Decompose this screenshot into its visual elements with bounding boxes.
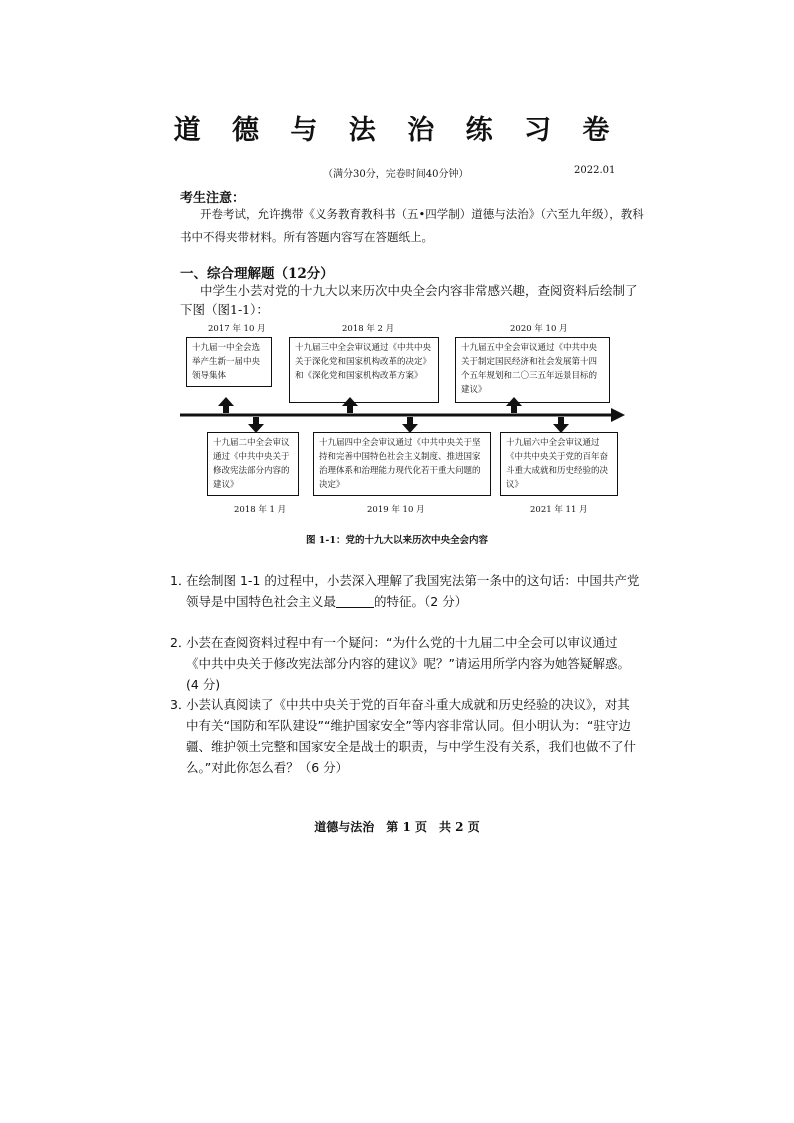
- timeline-box: 十九届三中全会审议通过《中共中央关于深化党和国家机构改革的决定》和《深化党和国家机构改革方案》: [289, 337, 439, 403]
- down-arrow-icon: [402, 417, 418, 433]
- timeline-box: 十九届五中全会审议通过《中共中央关于制定国民经济和社会发展第十四个五年规划和二〇三五年远景目标的建议》: [455, 337, 610, 403]
- timeline-date: 2018 年 1 月: [234, 505, 287, 515]
- timeline-date: 2020 年 10 月: [510, 324, 568, 334]
- timeline-date: 2019 年 10 月: [367, 505, 425, 515]
- exam-info: （满分30分，完卷时间40分钟）: [323, 169, 469, 180]
- section-heading: 一、综合理解题（12分）: [180, 266, 334, 282]
- question-number: 2．: [170, 635, 191, 650]
- question-text: 小芸在查阅资料过程中有一个疑问：“为什么党的十九届二中全会可以审议通过《中共中央关于修改宪法部分内容的建议》呢？”请运用所学内容为她答疑解惑。(4 分): [186, 635, 630, 692]
- down-arrow-icon: [553, 417, 569, 433]
- timeline-date: 2017 年 10 月: [208, 324, 266, 334]
- up-arrow-icon: [342, 397, 358, 413]
- timeline-box: 十九届六中全会审议通过《中共中央关于党的百年奋斗重大成就和历史经验的决议》: [500, 432, 618, 496]
- question-text: 在绘制图 1-1 的过程中，小芸深入理解了我国宪法第一条中的这句话：中国共产党领导是中国特色社会主义最: [186, 573, 640, 609]
- answer-blank: [336, 595, 374, 608]
- notice-heading: 考生注意：: [180, 191, 246, 206]
- timeline-date: 2018 年 2 月: [342, 324, 395, 334]
- timeline-box: 十九届二中全会审议通过《中共中央关于修改宪法部分内容的建议》: [207, 432, 299, 496]
- question-text: 的特征。（2 分）: [374, 594, 468, 609]
- exam-date: 2022.01: [574, 165, 616, 176]
- question-1: [170, 570, 640, 612]
- question-3: [170, 694, 640, 778]
- question-text: 小芸认真阅读了《中共中央关于党的百年奋斗重大成就和历史经验的决议》，对其中有关“国防和军队建设”“维护国家安全”等内容非常认同。但小明认为：“驻守边疆、维护领土完整和国家安全是战士的职责，与中学生没有关系，我们也做不了什么。”对此你怎么看？（6 分）: [186, 697, 637, 775]
- section-intro: 中学生小芸对党的十九大以来历次中央全会内容非常感兴趣，查阅资料后绘制了下图（图1-1）：: [180, 283, 638, 317]
- timeline-box: 十九届四中全会审议通过《中共中央关于坚持和完善中国特色社会主义制度、推进国家治理体系和治理能力现代化若干重大问题的决定》: [313, 432, 491, 496]
- up-arrow-icon: [506, 397, 522, 413]
- down-arrow-icon: [248, 417, 264, 433]
- page-title: 道 德 与 法 治 练 习 卷: [173, 115, 621, 146]
- timeline-date: 2021 年 11 月: [530, 505, 588, 515]
- question-2: [170, 632, 640, 695]
- up-arrow-icon: [218, 397, 234, 413]
- page-footer: 道德与法治 第 1 页 共 2 页: [314, 820, 480, 834]
- timeline-box: 十九届一中全会选举产生新一届中央领导集体: [186, 337, 272, 387]
- notice-text: 开卷考试，允许携带《义务教育教科书（五•四学制）道德与法治》（六至九年级），教科书中不得夹带材料。所有答题内容写在答题纸上。: [180, 207, 644, 244]
- timeline-axis: [170, 395, 630, 435]
- question-number: 3．: [170, 697, 191, 712]
- question-number: 1．: [170, 573, 191, 588]
- figure-caption: 图 1-1：党的十九大以来历次中央全会内容: [306, 535, 488, 546]
